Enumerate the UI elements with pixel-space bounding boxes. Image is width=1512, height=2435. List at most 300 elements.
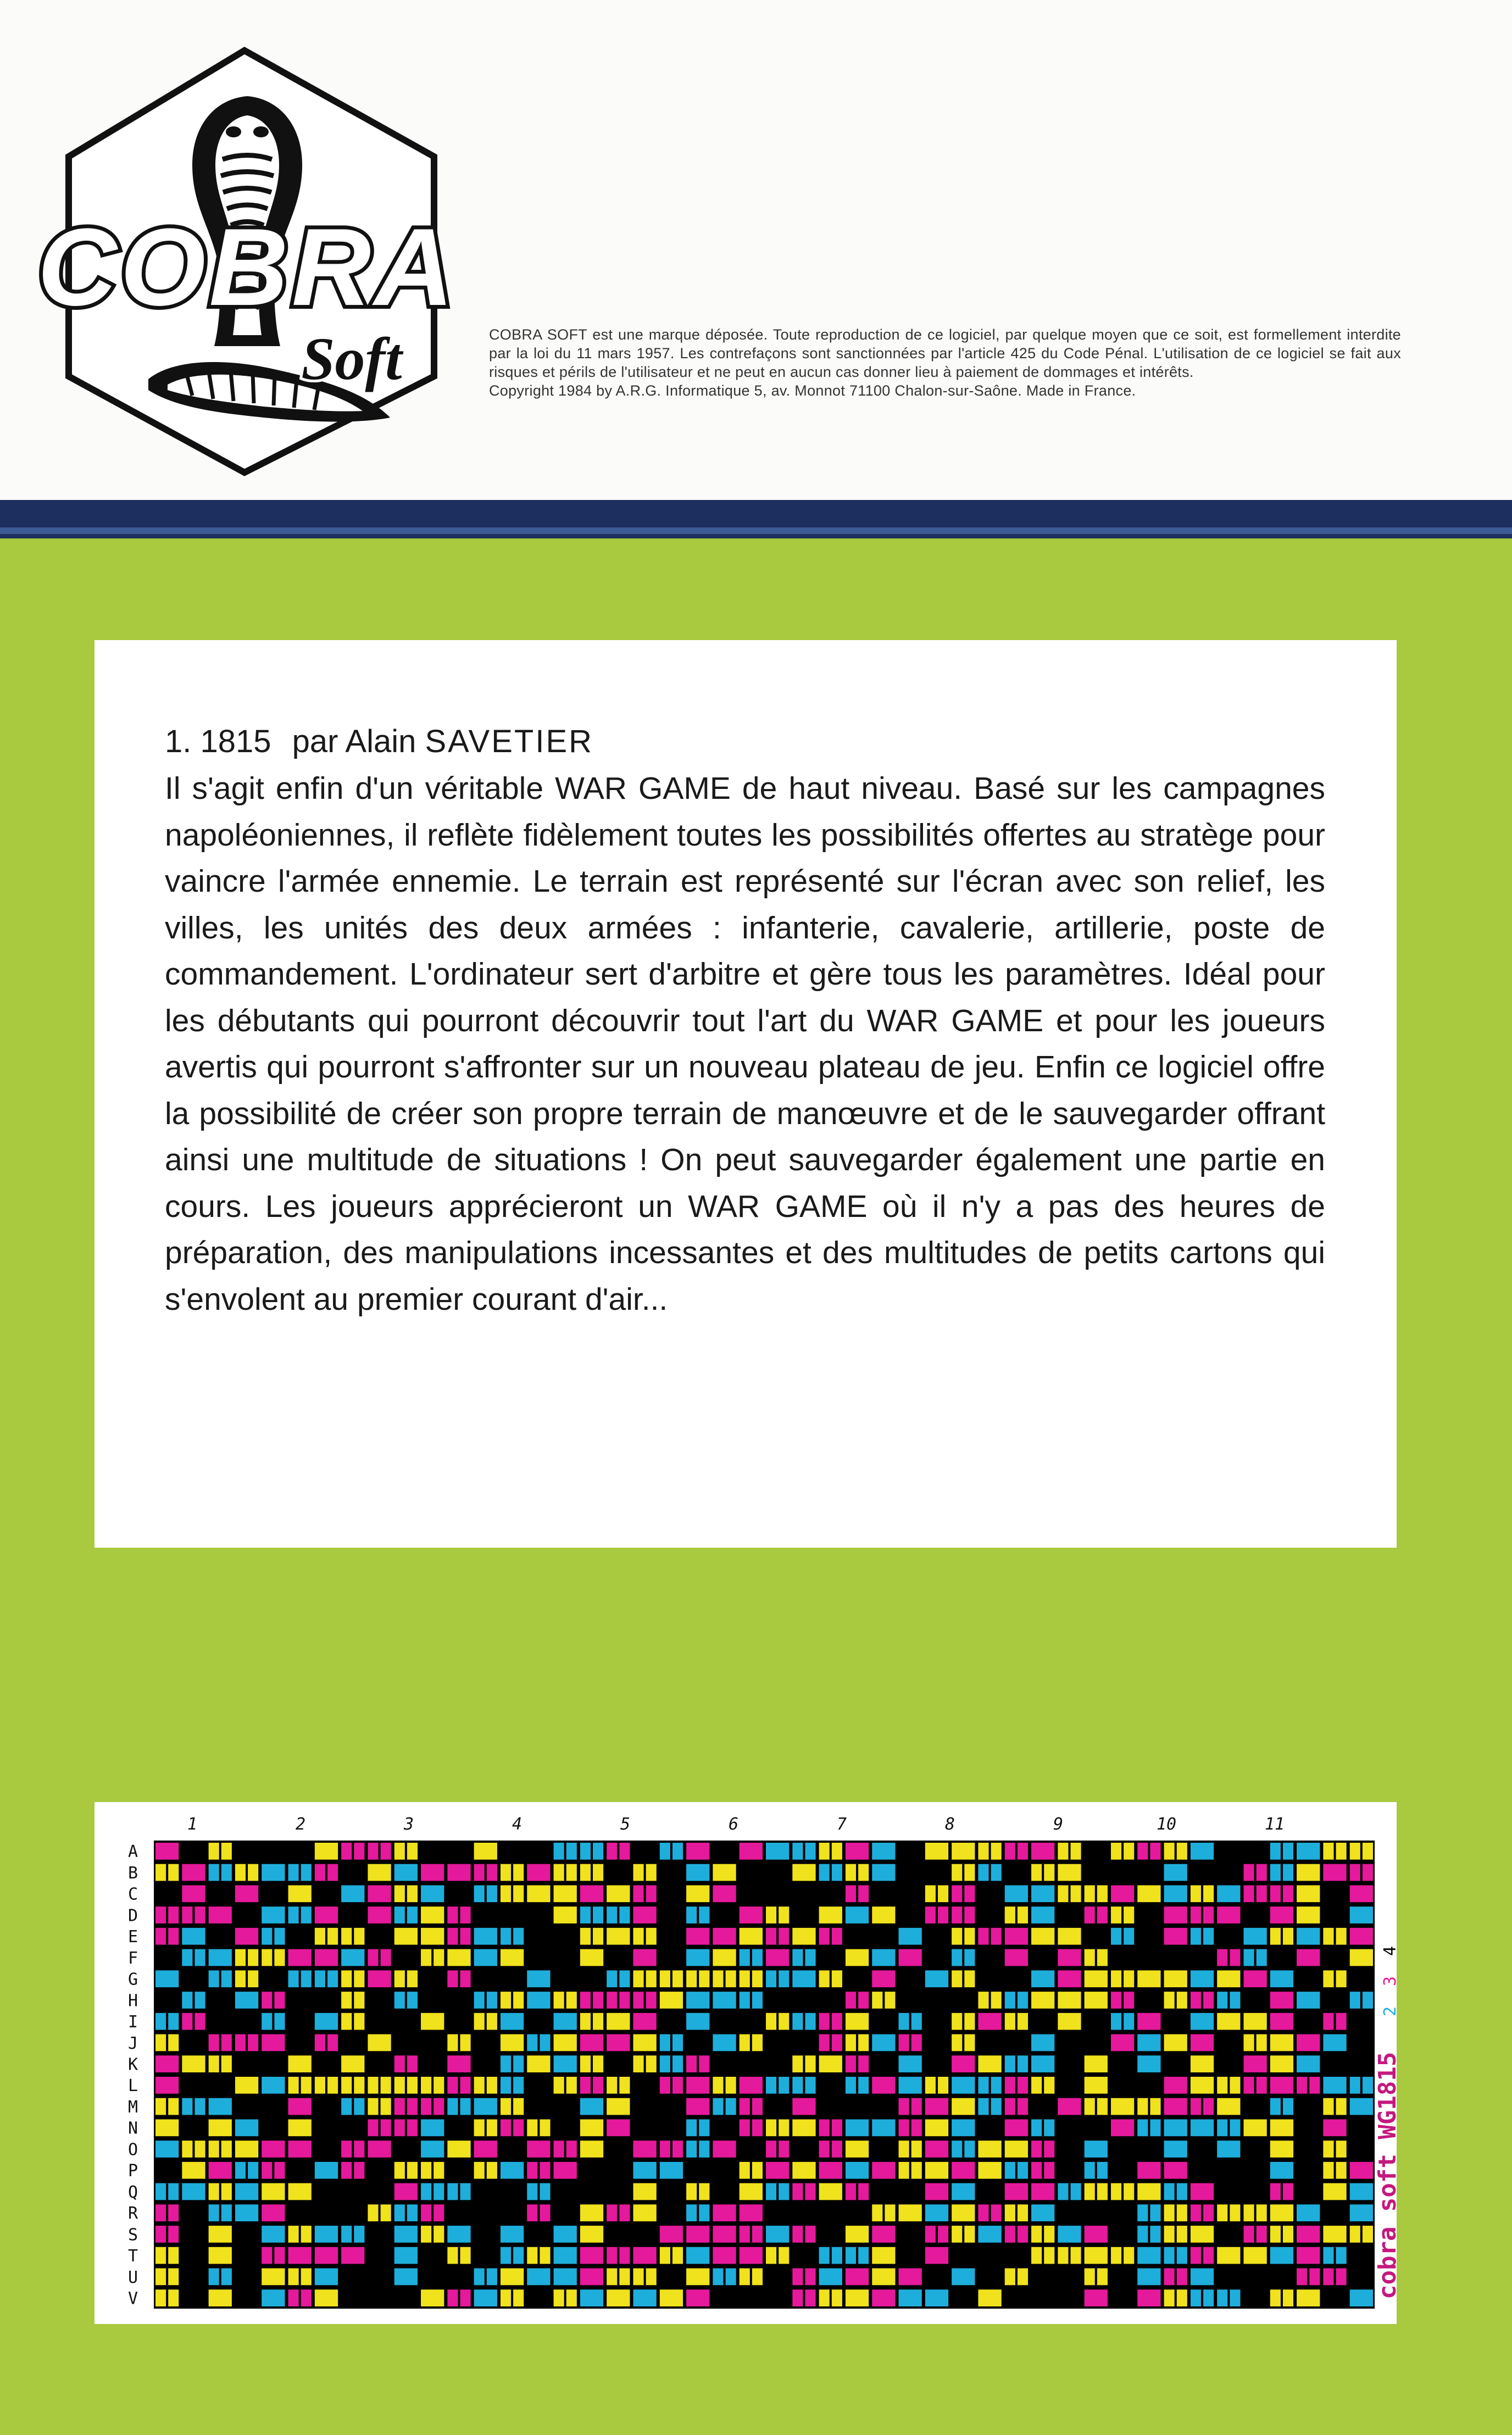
map-cell: [1350, 2183, 1373, 2200]
map-cell-divider: [1334, 2141, 1336, 2158]
map-cell: [1191, 1843, 1214, 1860]
map-cell: [899, 2055, 922, 2072]
map-cell-divider: [1281, 1864, 1283, 1881]
map-cell-divider: [405, 2119, 407, 2136]
map-cell: [952, 2162, 975, 2179]
map-cell-divider: [856, 2077, 858, 2094]
map-cell-divider: [617, 2077, 619, 2094]
map-cell-divider: [909, 2141, 911, 2158]
map-cell-divider: [166, 2247, 168, 2264]
map-cell: [182, 2183, 205, 2200]
row-label: P: [127, 2161, 138, 2181]
map-cell-divider: [591, 1864, 593, 1881]
map-cell: [368, 1864, 391, 1881]
map-cell-divider: [458, 2289, 460, 2306]
map-cell-divider: [1121, 2183, 1124, 2200]
map-cell: [633, 1906, 656, 1923]
map-cell-divider: [962, 1949, 964, 1966]
map-cell-divider: [511, 2247, 513, 2264]
map-cell-divider: [1148, 2119, 1150, 2136]
map-cell: [633, 2141, 656, 2158]
map-cell: [1111, 2034, 1134, 2052]
column-label: 9: [1053, 1815, 1064, 1834]
map-cell: [686, 2289, 709, 2306]
map-cell: [899, 2269, 922, 2286]
map-cell: [899, 1928, 922, 1945]
map-cell-divider: [803, 2226, 805, 2243]
map-cell-divider: [485, 2162, 487, 2179]
map-cell: [713, 2204, 736, 2221]
map-cell-divider: [1175, 1843, 1177, 1860]
map-cell: [501, 1949, 524, 1966]
map-cell: [1164, 1885, 1187, 1902]
map-cell: [925, 2204, 948, 2221]
map-cell-divider: [485, 1864, 487, 1881]
map-cell-divider: [564, 2077, 566, 2094]
map-cell-divider: [1334, 2247, 1336, 2264]
map-cell-divider: [803, 2289, 805, 2306]
map-cell: [740, 1843, 763, 1860]
map-cell-divider: [1175, 2289, 1177, 2306]
map-cell-divider: [1334, 1928, 1336, 1945]
map-cell-divider: [1095, 2269, 1097, 2286]
map-cell-divider: [1042, 2141, 1044, 2158]
map-cell: [1243, 1928, 1266, 1945]
map-cell: [182, 1928, 205, 1945]
map-cell: [1270, 2013, 1293, 2030]
map-cell-divider: [485, 1885, 487, 1902]
map-cell-divider: [830, 2247, 832, 2264]
map-cell: [1137, 1885, 1160, 1902]
map-cell: [1297, 1928, 1320, 1945]
map-cell: [1058, 2098, 1081, 2115]
map-cell: [1270, 1906, 1293, 1923]
map-cell: [1058, 1928, 1081, 1945]
map-cell: [580, 2269, 603, 2286]
map-cell-divider: [1069, 2247, 1071, 2264]
map-cell: [1137, 1970, 1160, 1987]
map-cell: [155, 2077, 179, 2094]
map-cell-divider: [458, 2183, 460, 2200]
map-cell: [819, 2162, 842, 2179]
map-cell-divider: [1201, 1885, 1203, 1902]
map-cell: [421, 2289, 444, 2306]
map-cell: [262, 2204, 285, 2221]
map-cell: [1297, 1992, 1320, 2009]
map-cell-divider: [724, 2098, 726, 2115]
map-cell: [368, 1906, 391, 1923]
logo-brand-text: COBRA: [37, 206, 457, 329]
map-cell: [1164, 1864, 1187, 1881]
map-cell: [925, 1843, 948, 1860]
map-cell-divider: [405, 2204, 407, 2221]
map-cell: [1191, 2013, 1214, 2030]
map-cell: [501, 2226, 524, 2243]
map-cell-divider: [670, 2055, 672, 2072]
map-cell-divider: [537, 2162, 540, 2179]
map-cell-divider: [511, 2289, 513, 2306]
map-cell: [421, 1864, 444, 1881]
map-cell-divider: [272, 2162, 274, 2179]
row-label: M: [127, 2097, 138, 2117]
map-cell-divider: [909, 2098, 911, 2115]
map-cell-divider: [1307, 2269, 1309, 2286]
map-cell-divider: [405, 1906, 407, 1923]
map-cell-divider: [511, 1992, 513, 2009]
map-cell-divider: [299, 2226, 301, 2243]
row-label: A: [127, 1842, 138, 1862]
map-cell-divider: [989, 1843, 991, 1860]
map-cell-divider: [644, 1864, 646, 1881]
map-cell: [766, 2226, 789, 2243]
map-cell: [368, 2034, 391, 2052]
map-cell-divider: [591, 1906, 593, 1923]
map-cell-divider: [1254, 2204, 1257, 2221]
map-cell: [872, 2119, 895, 2136]
map-cell-divider: [697, 1970, 699, 1987]
map-cell: [660, 2162, 683, 2179]
map-cell-divider: [909, 2119, 911, 2136]
map-cell-divider: [1069, 2183, 1071, 2200]
map-cell-divider: [352, 1928, 354, 1945]
map-cell-divider: [1227, 2077, 1230, 2094]
column-label: 2: [295, 1815, 306, 1834]
map-cell: [1297, 2055, 1320, 2072]
map-cell-divider: [379, 2098, 381, 2115]
map-cell: [1164, 2141, 1187, 2158]
map-cell-divider: [830, 1864, 832, 1881]
map-cell: [899, 2077, 922, 2094]
map-cell: [580, 2098, 603, 2115]
map-cell: [474, 2141, 497, 2158]
map-cell-divider: [511, 1885, 513, 1902]
map-cell: [1058, 1992, 1081, 2009]
map-cell: [1005, 2183, 1028, 2200]
map-cell: [1191, 2034, 1214, 2052]
game-screenshot: [94, 1802, 1402, 2324]
map-cell: [766, 2162, 789, 2179]
map-cell: [1350, 2098, 1373, 2115]
map-cell-divider: [962, 2013, 964, 2030]
map-cell: [580, 1949, 603, 1966]
map-cell-divider: [962, 1928, 964, 1945]
logo-subbrand-text: Soft: [301, 325, 402, 392]
map-cell-divider: [272, 1992, 274, 2009]
map-cell: [713, 1928, 736, 1945]
map-cell-divider: [166, 2204, 168, 2221]
map-cell: [341, 2247, 364, 2264]
map-cell: [1270, 2162, 1293, 2179]
map-cell: [925, 2098, 948, 2115]
map-cell-divider: [670, 1970, 672, 1987]
map-cell: [1058, 1864, 1081, 1881]
map-cell: [925, 2162, 948, 2179]
map-cell-divider: [1254, 2077, 1257, 2094]
map-cell: [527, 1992, 550, 2009]
map-cell: [474, 2098, 497, 2115]
map-cell: [1297, 2289, 1320, 2306]
map-cell: [740, 2247, 763, 2264]
map-cell: [1137, 2034, 1160, 2052]
map-cell: [792, 1864, 815, 1881]
map-cell: [1005, 2119, 1028, 2136]
map-cell-divider: [882, 1992, 885, 2009]
map-cell-divider: [1227, 1992, 1230, 2009]
map-cell: [554, 1906, 577, 1923]
map-cell-divider: [1360, 2077, 1363, 2094]
map-cell: [872, 1949, 895, 1966]
map-cell-divider: [458, 2034, 460, 2052]
column-label: 10: [1156, 1815, 1177, 1834]
map-cell: [527, 1970, 550, 1987]
map-cell: [262, 2141, 285, 2158]
map-cell: [182, 2162, 205, 2179]
map-cell: [846, 1906, 869, 1923]
description-box: [94, 640, 1397, 1548]
map-cell: [740, 1928, 763, 1945]
map-cell: [474, 1949, 497, 1966]
map-cell: [819, 2183, 842, 2200]
map-cell: [1297, 2247, 1320, 2264]
map-cell-divider: [325, 1928, 327, 1945]
map-cell-divider: [537, 2119, 540, 2136]
map-cell: [686, 2013, 709, 2030]
row-label: J: [127, 2033, 138, 2053]
map-cell-divider: [936, 2077, 938, 2094]
map-cell-divider: [352, 1970, 354, 1987]
map-cell-divider: [511, 1864, 513, 1881]
map-cell: [580, 2289, 603, 2306]
map-cell-divider: [1227, 2119, 1230, 2136]
map-cell: [235, 1885, 258, 1902]
map-cell: [872, 2247, 895, 2264]
map-cell-divider: [1042, 1864, 1044, 1881]
map-cell-divider: [511, 1928, 513, 1945]
map-cell: [1164, 2162, 1187, 2179]
map-cell-divider: [405, 2055, 407, 2072]
map-cell-divider: [272, 1928, 274, 1945]
map-cell: [1270, 2119, 1293, 2136]
map-cell-divider: [485, 2013, 487, 2030]
map-cell-divider: [352, 2226, 354, 2243]
map-cell: [1005, 1885, 1028, 1902]
column-label: 3: [403, 1815, 414, 1834]
map-cell: [1243, 2013, 1266, 2030]
map-cell-divider: [803, 1843, 805, 1860]
map-cell: [155, 2055, 179, 2072]
map-cell: [474, 2289, 497, 2306]
map-cell-divider: [670, 2247, 672, 2264]
map-cell: [607, 2098, 630, 2115]
map-cell-divider: [166, 2034, 168, 2052]
row-label: I: [127, 2013, 138, 2032]
map-cell-divider: [1015, 2055, 1018, 2072]
map-cell: [792, 2098, 815, 2115]
map-cell: [846, 2226, 869, 2243]
map-cell: [315, 2162, 338, 2179]
map-cell: [819, 1906, 842, 1923]
map-cell: [872, 1970, 895, 1987]
map-cell: [846, 2289, 869, 2306]
map-cell-divider: [936, 1885, 938, 1902]
map-cell-divider: [192, 1992, 194, 2009]
map-cell-divider: [511, 2098, 513, 2115]
map-cell-divider: [431, 2204, 433, 2221]
map-cell: [633, 2034, 656, 2052]
map-cell: [740, 2204, 763, 2221]
map-cell-divider: [511, 2055, 513, 2072]
map-cell: [1031, 1885, 1054, 1902]
map-cell: [1297, 2034, 1320, 2052]
map-cell-divider: [909, 2013, 911, 2030]
map-cell-divider: [670, 2077, 672, 2094]
blue-stripe: [0, 527, 1512, 534]
map-cell-divider: [750, 2098, 752, 2115]
map-cell-divider: [192, 2013, 194, 2030]
map-cell-divider: [272, 2013, 274, 2030]
map-cell-divider: [564, 2141, 566, 2158]
copyright-text: Copyright 1984 by A.R.G. Informatique 5, av. Monnot 71100 Chalon-sur-Saône. Made in France.: [489, 382, 1136, 399]
column-label: 6: [728, 1815, 739, 1834]
map-cell-divider: [1175, 2204, 1177, 2221]
map-cell: [554, 2013, 577, 2030]
map-cell-divider: [192, 1949, 194, 1966]
map-cell: [155, 2119, 179, 2136]
map-cell-divider: [379, 2119, 381, 2136]
map-cell: [421, 2013, 444, 2030]
map-cell: [235, 2077, 258, 2094]
map-cell-divider: [1334, 2098, 1336, 2115]
map-cell: [925, 2183, 948, 2200]
row-label: H: [127, 1991, 138, 2011]
map-cell-divider: [1015, 1843, 1018, 1860]
map-cell: [394, 2183, 418, 2200]
map-cell: [952, 2055, 975, 2072]
row-label: L: [127, 2076, 138, 2096]
map-cell: [925, 2247, 948, 2264]
map-cell: [554, 2226, 577, 2243]
map-cell-divider: [856, 2034, 858, 2052]
map-cell-divider: [1201, 2204, 1203, 2221]
side-digit: 2: [1381, 2006, 1400, 2016]
row-label: B: [127, 1863, 138, 1883]
row-label: E: [127, 1927, 138, 1947]
map-cell: [766, 1843, 789, 1860]
map-cell-divider: [1121, 1906, 1124, 1923]
map-cell: [1323, 2034, 1346, 2052]
map-cell-divider: [458, 2247, 460, 2264]
map-cell: [1191, 1970, 1214, 1987]
map-cell: [846, 2013, 869, 2030]
map-cell: [155, 1970, 179, 1987]
map-cell: [1350, 1949, 1373, 1966]
map-cell-divider: [644, 2269, 646, 2286]
map-cell: [846, 1843, 869, 1860]
map-cell-divider: [1175, 2269, 1177, 2286]
map-cell: [1191, 2055, 1214, 2072]
map-cell-divider: [458, 1928, 460, 1945]
map-cell-divider: [219, 2269, 221, 2286]
map-cell-divider: [1201, 1992, 1203, 2009]
map-cell-divider: [962, 1970, 964, 1987]
map-cell: [288, 2247, 312, 2264]
map-cell: [580, 2119, 603, 2136]
map-cell: [1164, 2077, 1187, 2094]
map-cell: [474, 1843, 497, 1860]
map-cell: [1270, 2141, 1293, 2158]
map-cell: [554, 2247, 577, 2264]
map-cell: [952, 2204, 975, 2221]
row-label: V: [127, 2289, 138, 2309]
map-cell: [978, 2162, 1001, 2179]
map-cell: [1217, 2013, 1240, 2030]
map-cell-divider: [405, 1992, 407, 2009]
map-cell: [740, 2183, 763, 2200]
map-cell-divider: [246, 1949, 248, 1966]
map-cell-divider: [750, 2226, 752, 2243]
map-cell: [872, 1843, 895, 1860]
map-cell: [1031, 1992, 1054, 2009]
map-cell-divider: [379, 1949, 381, 1966]
map-cell: [686, 2269, 709, 2286]
game-number: 1. 1815: [165, 724, 271, 759]
map-cell: [580, 2226, 603, 2243]
map-cell-divider: [166, 1864, 168, 1881]
map-cell: [421, 1906, 444, 1923]
map-cell: [1297, 2204, 1320, 2221]
map-cell: [368, 1970, 391, 1987]
map-cell-divider: [591, 2077, 593, 2094]
map-cell-divider: [776, 2013, 779, 2030]
map-cell: [554, 1885, 577, 1902]
author-name: SAVETIER: [425, 724, 594, 759]
map-cell-divider: [352, 1992, 354, 2009]
map-cell: [288, 2098, 312, 2115]
map-cell: [713, 2247, 736, 2264]
map-cell: [554, 2055, 577, 2072]
map-cell: [1031, 2034, 1054, 2052]
map-cell: [1297, 1864, 1320, 1881]
map-cell-divider: [617, 1992, 619, 2009]
map-cell: [792, 1928, 815, 1945]
map-cell: [288, 2183, 312, 2200]
map-cell-divider: [1015, 2226, 1018, 2243]
map-cell: [394, 1928, 418, 1945]
map-cell-divider: [962, 2226, 964, 2243]
map-cell: [421, 1928, 444, 1945]
map-cell-divider: [670, 2141, 672, 2158]
map-cell-divider: [192, 2098, 194, 2115]
map-cell: [235, 2119, 258, 2136]
map-cell: [209, 2119, 232, 2136]
map-cell-divider: [1334, 1970, 1336, 1987]
map-cell: [686, 1949, 709, 1966]
map-cell: [660, 2226, 683, 2243]
map-cell: [1031, 1970, 1054, 1987]
map-cell-divider: [246, 1970, 248, 1987]
map-cell: [607, 2289, 630, 2306]
map-cell: [580, 2034, 603, 2052]
map-cell: [1137, 2162, 1160, 2179]
map-cell: [713, 1992, 736, 2009]
map-cell-divider: [1281, 1928, 1283, 1945]
map-cell: [819, 2055, 842, 2072]
map-cell: [713, 2034, 736, 2052]
map-cell: [527, 2141, 550, 2158]
map-cell: [1350, 1928, 1373, 1945]
map-cell: [288, 2119, 312, 2136]
map-cell-divider: [830, 1843, 832, 1860]
